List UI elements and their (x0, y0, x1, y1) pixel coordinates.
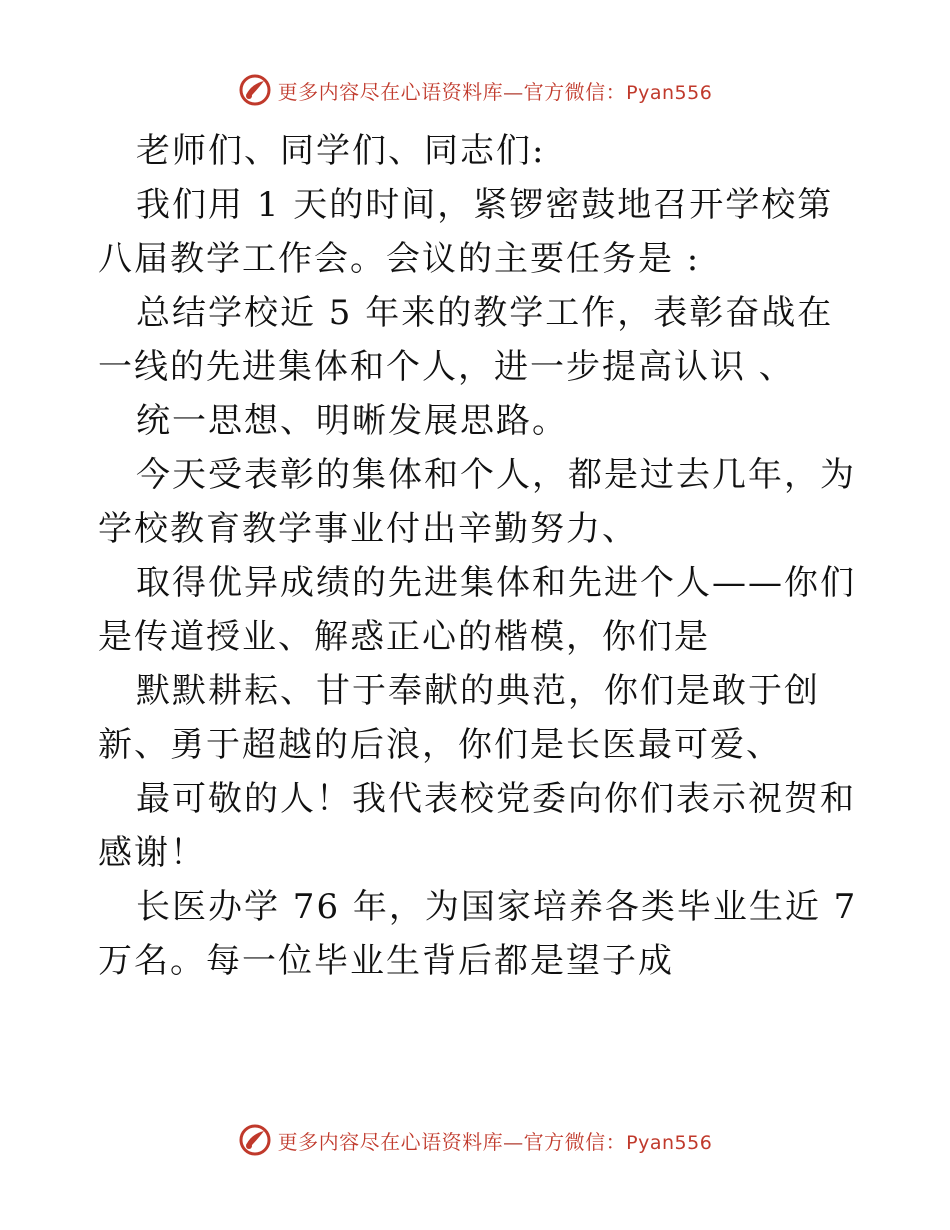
watermark-suffix: 官方微信： (523, 1129, 627, 1154)
watermark-wechat-id: Pyan556 (626, 81, 713, 104)
watermark-prefix: 更多内容尽在心语资料库 (277, 1129, 504, 1154)
watermark-text (278, 1126, 713, 1155)
paragraph-meeting-intro: 我们用 1 天的时间，紧锣密鼓地召开学校第八届教学工作会。会议的主要任务是 : (98, 185, 834, 279)
watermark-prefix: 更多内容尽在心语资料库 (277, 79, 504, 104)
watermark-wechat-id: Pyan556 (626, 1131, 713, 1154)
brush-seal-icon (238, 73, 272, 107)
watermark-separator: — (503, 1129, 524, 1154)
paragraph-greeting: 老师们、同学们、同志们: (136, 131, 546, 171)
paragraph-summary: 总结学校近 5 年来的教学工作，表彰奋战在一线的先进集体和个人，进一步提高认识 、 (98, 293, 834, 387)
watermark-text (278, 76, 713, 105)
paragraph-honorees: 今天受表彰的集体和个人，都是过去几年，为学校教育教学事业付出辛勤努力、 (98, 455, 856, 549)
paragraph-models: 默默耕耘、甘于奉献的典范，你们是敢于创新、勇于超越的后浪，你们是长医最可爱、 (98, 671, 820, 765)
paragraph-congratulations: 最可敬的人！我代表校党委向你们表示祝贺和感谢！ (98, 779, 856, 873)
paragraph-exemplars: 取得优异成绩的先进集体和先进个人——你们是传道授业、解惑正心的楷模，你们是 (98, 563, 856, 657)
footer-watermark (0, 1120, 950, 1160)
paragraph-history: 长医办学 76 年，为国家培养各类毕业生近 7 万名。每一位毕业生背后都是望子成 (98, 887, 858, 981)
header-watermark (0, 70, 950, 110)
watermark-separator: — (503, 79, 524, 104)
paragraph-unify-thinking: 统一思想、明晰发展思路。 (136, 401, 568, 441)
brush-seal-icon (238, 1123, 272, 1157)
watermark-suffix: 官方微信： (523, 79, 627, 104)
document-body (98, 124, 858, 988)
